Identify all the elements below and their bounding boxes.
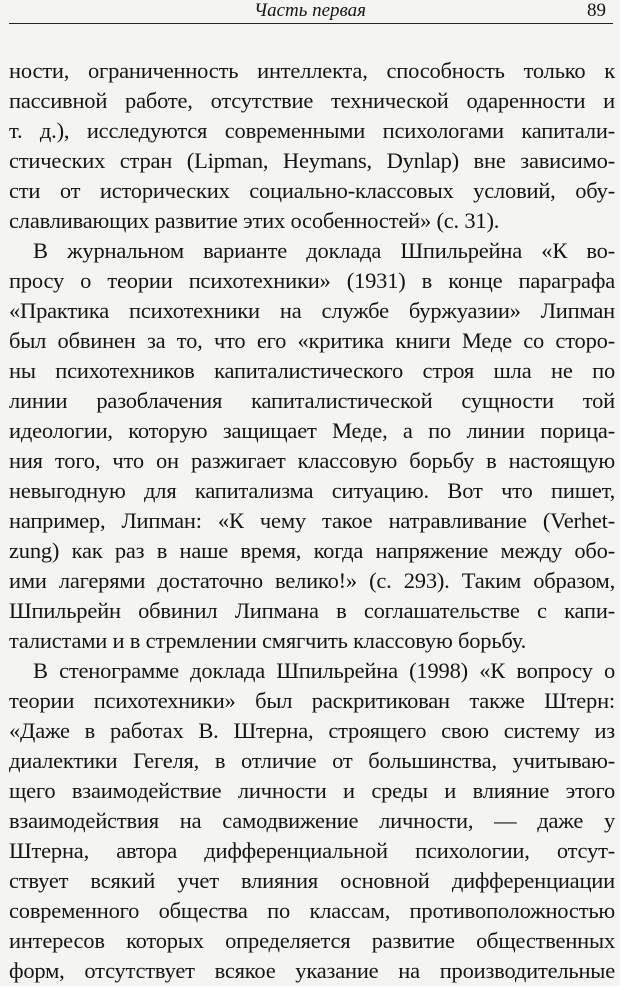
paragraph-line: «Практика психотехники на службе буржуазии» Липман <box>9 298 615 323</box>
body-text <box>9 56 615 986</box>
paragraph-line: В журнальном варианте доклада Шпильрейна «К во- <box>33 238 615 263</box>
paragraph-line: славливающих развитие этих особенностей» (с. 31). <box>9 208 500 233</box>
paragraph-line: В стенограмме доклада Шпильрейна (1998) «К вопросу о <box>33 658 615 683</box>
paragraph-line: «Даже в работах В. Штерна, строящего свою систему из <box>9 718 615 743</box>
paragraph-line: теории психотехники» был раскритикован также Штерн: <box>9 688 615 713</box>
paragraph-line: взаимодействия на самодвижение личности, — даже у <box>9 808 615 833</box>
paragraph-line: щего взаимодействие личности и среды и влияние этого <box>9 778 615 803</box>
page-header <box>0 0 620 24</box>
paragraph-line: ими лагерями достаточно велико!» (с. 293). Таким образом, <box>9 568 615 593</box>
paragraph-line: Шпильрейн обвинил Липмана в соглашательстве с капи- <box>9 598 615 623</box>
paragraph-line: форм, отсутствует всякое указание на производительные <box>9 958 615 983</box>
paragraph-line: стических стран (Lipman, Heymans, Dynlap) вне зависимо- <box>9 148 615 173</box>
paragraph-line: просу о теории психотехники» (1931) в конце параграфа <box>9 268 615 293</box>
paragraph-line: интересов которых определяется развитие общественных <box>9 928 615 953</box>
paragraph-line: сти от исторических социально-классовых условий, обу- <box>9 178 615 203</box>
paragraph-line: ны психотехников капиталистического строя шла не по <box>9 358 615 383</box>
paragraph-line: например, Липман: «К чему такое натравливание (Verhet- <box>9 508 615 533</box>
paragraph-line: невыгодную для капитализма ситуацию. Вот что пишет, <box>9 478 615 503</box>
paragraph-line: линии разоблачения капиталистической сущности той <box>9 388 615 413</box>
paragraph-line: современного общества по классам, противоположностью <box>9 898 615 923</box>
header-rule <box>9 23 613 24</box>
paragraph-line: zung) как раз в наше время, когда напряжение между обо- <box>9 538 615 563</box>
paragraph-line: диалектики Гегеля, в отличие от большинства, учитываю- <box>9 748 615 773</box>
paragraph-line: идеологии, которую защищает Меде, а по линии порица- <box>9 418 615 443</box>
paragraph-line: ствует всякий учет влияния основной дифференциации <box>9 868 615 893</box>
paragraph-line: Штерна, автора дифференциальной психологии, отсут- <box>9 838 615 863</box>
paragraph-line: был обвинен за то, что его «критика книги Меде со сторо- <box>9 328 615 353</box>
paragraph-line: ния того, что он разжигает классовую борьбу в настоящую <box>9 448 615 473</box>
running-title: Часть первая <box>253 0 367 21</box>
paragraph-line: ности, ограниченность интеллекта, способность только к <box>9 58 615 83</box>
paragraph-line: пассивной работе, отсутствие технической одаренности и <box>9 88 615 113</box>
paragraph-line: талистами и в стремлении смягчить классовую борьбу. <box>9 628 527 653</box>
paragraph-line: т. д.), исследуются современными психологами капитали- <box>9 118 615 143</box>
page-number: 89 <box>587 0 606 21</box>
